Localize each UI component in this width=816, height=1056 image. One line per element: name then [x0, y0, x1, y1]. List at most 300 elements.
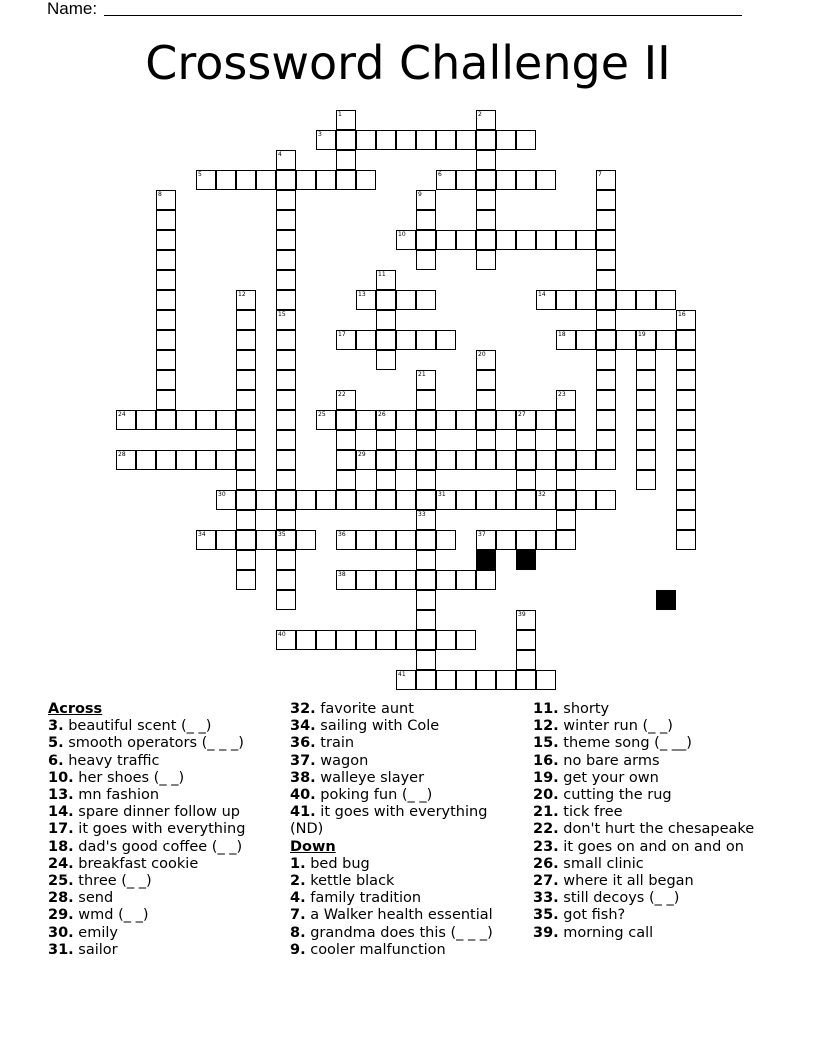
grid-cell[interactable] [496, 410, 516, 430]
grid-cell[interactable] [456, 410, 476, 430]
grid-cell[interactable] [556, 450, 576, 470]
grid-cell[interactable] [396, 490, 416, 510]
grid-cell[interactable] [336, 390, 356, 410]
grid-cell[interactable] [596, 450, 616, 470]
grid-cell[interactable] [616, 330, 636, 350]
grid-cell[interactable] [276, 450, 296, 470]
grid-cell[interactable] [156, 350, 176, 370]
clue-number-label: 25. [48, 873, 74, 890]
grid-cell[interactable] [196, 170, 216, 190]
grid-cell[interactable] [476, 190, 496, 210]
grid-cell[interactable] [156, 290, 176, 310]
grid-cell[interactable] [376, 130, 396, 150]
grid-cell[interactable] [236, 570, 256, 590]
grid-cell[interactable] [536, 170, 556, 190]
grid-cell[interactable] [676, 330, 696, 350]
grid-cell[interactable] [196, 410, 216, 430]
grid-cell[interactable] [416, 410, 436, 430]
grid-cell[interactable] [536, 530, 556, 550]
grid-cell[interactable] [196, 450, 216, 470]
grid-cell[interactable] [476, 450, 496, 470]
grid-cell[interactable] [456, 630, 476, 650]
grid-cell[interactable] [676, 410, 696, 430]
grid-cell[interactable] [416, 530, 436, 550]
grid-cell[interactable] [536, 230, 556, 250]
grid-cell[interactable] [336, 410, 356, 430]
grid-cell[interactable] [156, 390, 176, 410]
grid-cell[interactable] [676, 470, 696, 490]
clue-text: no bare arms [558, 752, 660, 769]
grid-cell[interactable] [376, 410, 396, 430]
grid-cell[interactable] [576, 450, 596, 470]
grid-cell[interactable] [276, 490, 296, 510]
grid-cell[interactable] [396, 130, 416, 150]
grid-cell[interactable] [456, 450, 476, 470]
grid-cell[interactable] [276, 530, 296, 550]
grid-cell[interactable] [276, 630, 296, 650]
clue-number-label: 3. [48, 718, 64, 735]
grid-cell[interactable] [416, 210, 436, 230]
grid-cell[interactable] [516, 610, 536, 630]
grid-cell[interactable] [276, 270, 296, 290]
grid-cell[interactable] [676, 450, 696, 470]
grid-cell[interactable] [596, 170, 616, 190]
grid-cell[interactable] [316, 130, 336, 150]
grid-cell[interactable] [416, 550, 436, 570]
grid-cell[interactable] [516, 470, 536, 490]
grid-cell[interactable] [416, 290, 436, 310]
grid-cell[interactable] [416, 250, 436, 270]
grid-cell[interactable] [396, 230, 416, 250]
grid-cell[interactable] [276, 310, 296, 330]
grid-cell[interactable] [576, 490, 596, 510]
grid-cell[interactable] [396, 670, 416, 690]
grid-cell[interactable] [236, 430, 256, 450]
grid-cell[interactable] [276, 470, 296, 490]
grid-cell[interactable] [416, 590, 436, 610]
grid-cell[interactable] [256, 490, 276, 510]
grid-cell[interactable] [676, 390, 696, 410]
grid-cell[interactable] [376, 470, 396, 490]
grid-cell[interactable] [276, 410, 296, 430]
clue-text: bed bug [305, 855, 370, 872]
grid-cell[interactable] [296, 170, 316, 190]
grid-cell[interactable] [356, 130, 376, 150]
grid-cell[interactable] [536, 670, 556, 690]
clue-item [533, 856, 754, 873]
grid-cell[interactable] [456, 490, 476, 510]
grid-cell[interactable] [236, 470, 256, 490]
grid-cell[interactable] [216, 410, 236, 430]
grid-cell[interactable] [656, 330, 676, 350]
grid-cell[interactable] [596, 210, 616, 230]
grid-cell[interactable] [156, 270, 176, 290]
grid-cell[interactable] [516, 450, 536, 470]
grid-cell[interactable] [196, 530, 216, 550]
grid-cell[interactable] [516, 530, 536, 550]
grid-cell[interactable] [316, 170, 336, 190]
clue-item [48, 907, 245, 924]
grid-cell[interactable] [376, 330, 396, 350]
grid-cell[interactable] [476, 390, 496, 410]
grid-cell[interactable] [636, 450, 656, 470]
grid-cell[interactable] [416, 330, 436, 350]
grid-cell[interactable] [276, 550, 296, 570]
grid-cell[interactable] [436, 410, 456, 430]
grid-cell[interactable] [476, 530, 496, 550]
grid-cell[interactable] [496, 130, 516, 150]
grid-cell[interactable] [596, 290, 616, 310]
grid-cell[interactable] [276, 510, 296, 530]
grid-cell[interactable] [596, 330, 616, 350]
grid-cell[interactable] [596, 350, 616, 370]
clue-number: 27 [518, 411, 526, 418]
grid-cell[interactable] [416, 230, 436, 250]
grid-cell[interactable] [396, 330, 416, 350]
grid-cell[interactable] [356, 450, 376, 470]
grid-cell[interactable] [436, 490, 456, 510]
clue-number: 24 [118, 411, 126, 418]
grid-cell[interactable] [156, 370, 176, 390]
grid-cell[interactable] [416, 370, 436, 390]
grid-cell[interactable] [376, 570, 396, 590]
grid-cell[interactable] [216, 490, 236, 510]
grid-cell[interactable] [596, 270, 616, 290]
grid-cell[interactable] [336, 110, 356, 130]
grid-cell[interactable] [276, 570, 296, 590]
grid-cell[interactable] [376, 630, 396, 650]
grid-cell[interactable] [416, 650, 436, 670]
grid-cell[interactable] [636, 430, 656, 450]
grid-cell[interactable] [256, 530, 276, 550]
grid-cell[interactable] [376, 490, 396, 510]
grid-cell[interactable] [476, 430, 496, 450]
grid-cell[interactable] [496, 450, 516, 470]
grid-cell[interactable] [416, 670, 436, 690]
grid-cell[interactable] [336, 150, 356, 170]
clue-column-2 [290, 701, 520, 959]
grid-cell[interactable] [156, 310, 176, 330]
clue-text: sailor [73, 941, 118, 958]
clue-text: it goes with everything [73, 821, 246, 838]
grid-cell[interactable] [476, 490, 496, 510]
grid-cell[interactable] [276, 170, 296, 190]
grid-cell[interactable] [476, 210, 496, 230]
grid-cell[interactable] [516, 630, 536, 650]
grid-cell[interactable] [156, 450, 176, 470]
grid-cell[interactable] [116, 410, 136, 430]
grid-cell[interactable] [316, 630, 336, 650]
grid-cell[interactable] [416, 470, 436, 490]
grid-cell[interactable] [676, 310, 696, 330]
grid-cell[interactable] [656, 290, 676, 310]
clue-text: kettle black [305, 873, 395, 890]
grid-cell[interactable] [236, 370, 256, 390]
grid-cell[interactable] [116, 450, 136, 470]
grid-cell[interactable] [476, 110, 496, 130]
grid-cell[interactable] [476, 130, 496, 150]
grid-cell[interactable] [216, 530, 236, 550]
grid-cell[interactable] [476, 150, 496, 170]
clue-number: 8 [158, 191, 162, 198]
grid-cell[interactable] [676, 370, 696, 390]
clue-number-label: 5. [48, 735, 64, 752]
grid-cell[interactable] [156, 210, 176, 230]
clue-item [290, 735, 520, 752]
grid-cell[interactable] [156, 190, 176, 210]
grid-cell[interactable] [556, 230, 576, 250]
grid-cell[interactable] [176, 410, 196, 430]
grid-cell[interactable] [236, 170, 256, 190]
grid-cell[interactable] [236, 410, 256, 430]
grid-cell[interactable] [556, 490, 576, 510]
grid-cell[interactable] [376, 530, 396, 550]
grid-cell[interactable] [536, 290, 556, 310]
grid-cell[interactable] [556, 410, 576, 430]
grid-cell[interactable] [356, 170, 376, 190]
grid-cell[interactable] [336, 570, 356, 590]
grid-cell[interactable] [276, 370, 296, 390]
grid-cell[interactable] [316, 410, 336, 430]
grid-cell[interactable] [676, 490, 696, 510]
clue-text: where it all began [558, 873, 694, 890]
grid-cell[interactable] [636, 330, 656, 350]
grid-cell[interactable] [636, 350, 656, 370]
clue-number: 12 [238, 291, 246, 298]
grid-cell[interactable] [556, 430, 576, 450]
grid-cell[interactable] [596, 370, 616, 390]
grid-cell[interactable] [336, 130, 356, 150]
grid-cell[interactable] [276, 590, 296, 610]
grid-cell[interactable] [356, 490, 376, 510]
grid-cell[interactable] [236, 310, 256, 330]
grid-cell[interactable] [456, 130, 476, 150]
grid-cell[interactable] [296, 530, 316, 550]
grid-cell[interactable] [236, 490, 256, 510]
grid-cell[interactable] [276, 230, 296, 250]
clue-number: 36 [338, 531, 346, 538]
grid-cell[interactable] [156, 330, 176, 350]
grid-cell[interactable] [416, 570, 436, 590]
grid-cell[interactable] [556, 510, 576, 530]
grid-cell[interactable] [376, 270, 396, 290]
grid-cell[interactable] [416, 130, 436, 150]
grid-cell[interactable] [356, 330, 376, 350]
grid-cell[interactable] [476, 230, 496, 250]
grid-cell[interactable] [436, 630, 456, 650]
grid-cell[interactable] [396, 290, 416, 310]
grid-cell[interactable] [416, 490, 436, 510]
grid-cell[interactable] [476, 570, 496, 590]
grid-cell[interactable] [276, 350, 296, 370]
grid-cell[interactable] [256, 170, 276, 190]
grid-cell[interactable] [376, 290, 396, 310]
grid-cell[interactable] [516, 170, 536, 190]
grid-cell[interactable] [596, 410, 616, 430]
grid-cell[interactable] [336, 630, 356, 650]
grid-cell[interactable] [416, 450, 436, 470]
grid-cell[interactable] [576, 230, 596, 250]
grid-cell[interactable] [276, 290, 296, 310]
grid-cell[interactable] [236, 450, 256, 470]
grid-cell[interactable] [356, 530, 376, 550]
grid-cell[interactable] [496, 530, 516, 550]
grid-cell[interactable] [676, 530, 696, 550]
grid-cell[interactable] [436, 530, 456, 550]
grid-cell[interactable] [476, 170, 496, 190]
grid-cell[interactable] [276, 330, 296, 350]
grid-cell[interactable] [556, 290, 576, 310]
grid-cell[interactable] [356, 290, 376, 310]
grid-cell[interactable] [496, 170, 516, 190]
grid-cell[interactable] [336, 430, 356, 450]
grid-cell[interactable] [336, 170, 356, 190]
grid-cell[interactable] [536, 410, 556, 430]
clue-column-3 [533, 701, 754, 942]
grid-cell[interactable] [456, 170, 476, 190]
grid-cell[interactable] [436, 170, 456, 190]
grid-cell[interactable] [336, 450, 356, 470]
grid-cell[interactable] [396, 570, 416, 590]
grid-cell[interactable] [396, 450, 416, 470]
grid-cell[interactable] [236, 350, 256, 370]
grid-cell[interactable] [616, 290, 636, 310]
grid-cell[interactable] [516, 410, 536, 430]
grid-cell[interactable] [336, 470, 356, 490]
clue-item [533, 735, 754, 752]
grid-cell[interactable] [336, 330, 356, 350]
grid-cell[interactable] [416, 510, 436, 530]
grid-cell[interactable] [676, 350, 696, 370]
grid-cell[interactable] [536, 450, 556, 470]
grid-cell[interactable] [456, 670, 476, 690]
grid-cell[interactable] [376, 430, 396, 450]
grid-cell[interactable] [416, 610, 436, 630]
grid-cell[interactable] [596, 250, 616, 270]
grid-cell[interactable] [516, 650, 536, 670]
grid-cell[interactable] [276, 190, 296, 210]
grid-cell[interactable] [556, 530, 576, 550]
grid-cell[interactable] [636, 470, 656, 490]
grid-cell[interactable] [396, 630, 416, 650]
grid-cell[interactable] [476, 350, 496, 370]
grid-cell[interactable] [236, 390, 256, 410]
grid-cell[interactable] [596, 490, 616, 510]
grid-cell[interactable] [416, 390, 436, 410]
grid-cell[interactable] [276, 430, 296, 450]
grid-cell[interactable] [516, 430, 536, 450]
grid-cell[interactable] [456, 230, 476, 250]
grid-cell[interactable] [456, 570, 476, 590]
grid-cell[interactable] [376, 310, 396, 330]
grid-cell[interactable] [536, 490, 556, 510]
grid-cell[interactable] [216, 170, 236, 190]
grid-cell[interactable] [436, 330, 456, 350]
grid-cell[interactable] [156, 250, 176, 270]
grid-cell[interactable] [376, 450, 396, 470]
grid-cell[interactable] [396, 410, 416, 430]
clue-text: spare dinner follow up [73, 804, 240, 821]
grid-cell[interactable] [676, 510, 696, 530]
grid-cell[interactable] [336, 530, 356, 550]
grid-cell[interactable] [156, 230, 176, 250]
grid-cell[interactable] [316, 490, 336, 510]
grid-cell[interactable] [236, 550, 256, 570]
grid-cell[interactable] [636, 370, 656, 390]
grid-cell[interactable] [236, 510, 256, 530]
grid-cell[interactable] [136, 450, 156, 470]
grid-cell[interactable] [276, 210, 296, 230]
clue-number: 16 [678, 311, 686, 318]
grid-cell[interactable] [556, 330, 576, 350]
grid-cell[interactable] [556, 390, 576, 410]
grid-cell[interactable] [236, 290, 256, 310]
grid-cell[interactable] [296, 630, 316, 650]
grid-cell[interactable] [416, 630, 436, 650]
grid-cell[interactable] [156, 410, 176, 430]
grid-cell[interactable] [516, 230, 536, 250]
grid-cell[interactable] [236, 530, 256, 550]
grid-cell[interactable] [216, 450, 236, 470]
grid-cell[interactable] [596, 390, 616, 410]
grid-cell[interactable] [436, 670, 456, 690]
grid-cell[interactable] [276, 150, 296, 170]
grid-cell[interactable] [636, 390, 656, 410]
grid-cell[interactable] [636, 410, 656, 430]
grid-cell[interactable] [496, 230, 516, 250]
grid-cell[interactable] [576, 290, 596, 310]
grid-cell[interactable] [596, 310, 616, 330]
grid-cell[interactable] [336, 490, 356, 510]
grid-cell[interactable] [436, 230, 456, 250]
grid-cell[interactable] [436, 450, 456, 470]
grid-cell[interactable] [596, 230, 616, 250]
grid-cell[interactable] [416, 190, 436, 210]
grid-cell[interactable] [436, 130, 456, 150]
grid-cell[interactable] [356, 410, 376, 430]
clue-column-1 [48, 701, 245, 959]
grid-cell[interactable] [236, 330, 256, 350]
grid-cell[interactable] [476, 250, 496, 270]
grid-cell[interactable] [516, 670, 536, 690]
grid-cell[interactable] [676, 430, 696, 450]
grid-cell[interactable] [396, 530, 416, 550]
grid-cell[interactable] [176, 450, 196, 470]
grid-cell[interactable] [516, 490, 536, 510]
grid-cell[interactable] [436, 570, 456, 590]
grid-cell[interactable] [556, 470, 576, 490]
grid-cell[interactable] [356, 570, 376, 590]
grid-cell[interactable] [296, 490, 316, 510]
grid-cell[interactable] [476, 410, 496, 430]
grid-cell[interactable] [476, 370, 496, 390]
clue-text: smooth operators (_ _ _) [63, 735, 244, 752]
grid-cell[interactable] [596, 190, 616, 210]
grid-cell[interactable] [356, 630, 376, 650]
grid-cell[interactable] [476, 670, 496, 690]
grid-cell[interactable] [136, 410, 156, 430]
grid-cell[interactable] [516, 130, 536, 150]
grid-cell[interactable] [576, 330, 596, 350]
grid-cell[interactable] [276, 390, 296, 410]
grid-cell[interactable] [596, 430, 616, 450]
grid-cell[interactable] [496, 490, 516, 510]
grid-cell[interactable] [636, 290, 656, 310]
grid-cell[interactable] [416, 430, 436, 450]
grid-cell[interactable] [376, 350, 396, 370]
grid-cell[interactable] [496, 670, 516, 690]
grid-cell[interactable] [276, 250, 296, 270]
